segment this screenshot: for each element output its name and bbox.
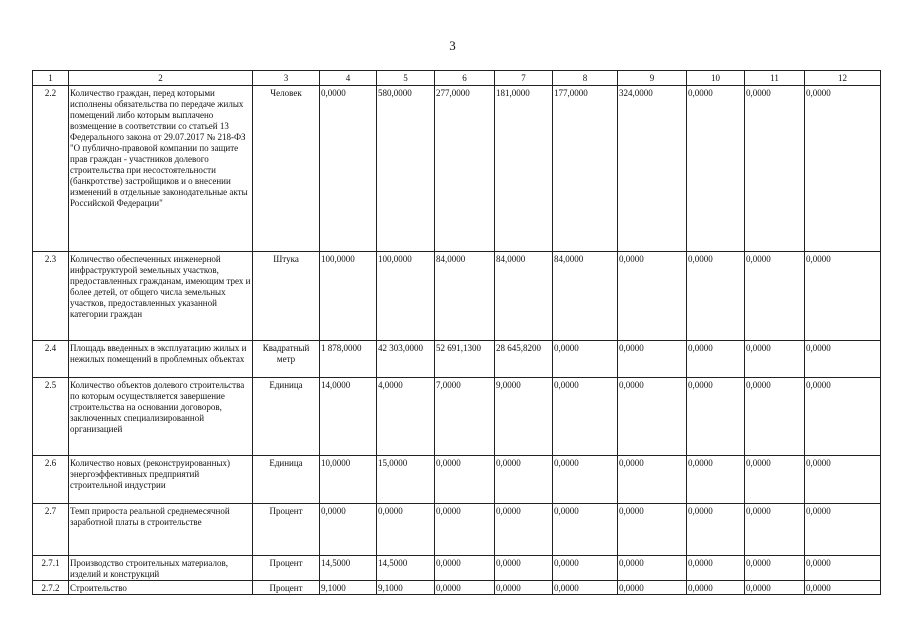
- value-cell: 7,0000: [435, 378, 495, 456]
- value-cell: 0,0000: [618, 556, 687, 581]
- column-header: 11: [745, 71, 805, 86]
- value-cell: 0,0000: [435, 556, 495, 581]
- value-cell: 9,1000: [320, 581, 377, 595]
- value-cell: 42 303,0000: [377, 341, 435, 378]
- value-cell: 0,0000: [320, 86, 377, 252]
- column-header: 4: [320, 71, 377, 86]
- row-number-cell: 2.6: [33, 456, 69, 504]
- table-row: [33, 456, 881, 504]
- value-cell: 0,0000: [805, 86, 881, 252]
- value-cell: 52 691,1300: [435, 341, 495, 378]
- value-cell: 15,0000: [377, 456, 435, 504]
- indicator-name-cell: Темп прироста реальной среднемесячной заработной платы в строительстве: [69, 504, 253, 556]
- table-row: [33, 86, 881, 252]
- table-row: [33, 504, 881, 556]
- value-cell: 0,0000: [618, 378, 687, 456]
- value-cell: 84,0000: [435, 252, 495, 341]
- unit-cell: Человек: [253, 86, 320, 252]
- value-cell: 0,0000: [805, 252, 881, 341]
- value-cell: 10,0000: [320, 456, 377, 504]
- value-cell: 14,0000: [320, 378, 377, 456]
- unit-cell: Единица: [253, 378, 320, 456]
- unit-cell: Процент: [253, 581, 320, 595]
- value-cell: 0,0000: [435, 504, 495, 556]
- unit-cell: Квадратный метр: [253, 341, 320, 378]
- value-cell: 0,0000: [435, 581, 495, 595]
- value-cell: 177,0000: [553, 86, 618, 252]
- indicator-name-cell: Производство строительных материалов, изделий и конструкций: [69, 556, 253, 581]
- value-cell: 0,0000: [435, 456, 495, 504]
- value-cell: 9,1000: [377, 581, 435, 595]
- value-cell: 0,0000: [745, 86, 805, 252]
- indicator-name-cell: Количество новых (реконструированных) энергоэффективных предприятий строительной индустрии: [69, 456, 253, 504]
- value-cell: 0,0000: [687, 556, 745, 581]
- indicator-name-cell: Строительство: [69, 581, 253, 595]
- unit-cell: Единица: [253, 456, 320, 504]
- value-cell: 0,0000: [805, 504, 881, 556]
- indicator-name-cell: Количество граждан, перед которыми исполнены обязательства по передаче жилых помещений либо которым выплачено возмещение в соответствии со статьей 13 Федерального закона от 29.07.2017 № 218-ФЗ "О публично-правовой компании по защите прав граждан - участников долевого строительства при несостоятельности (банкротстве) застройщиков и о внесении изменений в отдельные законодательные акты Российской Федерации": [69, 86, 253, 252]
- row-number-cell: 2.5: [33, 378, 69, 456]
- value-cell: 0,0000: [618, 456, 687, 504]
- page-number: 3: [449, 38, 456, 53]
- value-cell: 0,0000: [687, 252, 745, 341]
- value-cell: 0,0000: [618, 504, 687, 556]
- value-cell: 28 645,8200: [495, 341, 553, 378]
- value-cell: 0,0000: [553, 581, 618, 595]
- column-header: 10: [687, 71, 745, 86]
- value-cell: 0,0000: [618, 581, 687, 595]
- unit-cell: Процент: [253, 504, 320, 556]
- unit-cell: Штука: [253, 252, 320, 341]
- value-cell: 0,0000: [553, 556, 618, 581]
- value-cell: 0,0000: [745, 556, 805, 581]
- value-cell: 0,0000: [745, 252, 805, 341]
- table-row: [33, 556, 881, 581]
- value-cell: 0,0000: [553, 341, 618, 378]
- value-cell: 0,0000: [687, 581, 745, 595]
- value-cell: 277,0000: [435, 86, 495, 252]
- column-header: 8: [553, 71, 618, 86]
- value-cell: 0,0000: [805, 378, 881, 456]
- value-cell: 100,0000: [377, 252, 435, 341]
- value-cell: 84,0000: [553, 252, 618, 341]
- indicator-name-cell: Количество обеспеченных инженерной инфраструктурой земельных участков, предоставленных гражданам, имеющим трех и более детей, от общего числа земельных участков, предоставленных указанной категории граждан: [69, 252, 253, 341]
- value-cell: 0,0000: [495, 556, 553, 581]
- column-header: 1: [33, 71, 69, 86]
- value-cell: 0,0000: [687, 341, 745, 378]
- column-header: 5: [377, 71, 435, 86]
- value-cell: 0,0000: [805, 456, 881, 504]
- header-row: [33, 71, 881, 86]
- value-cell: 100,0000: [320, 252, 377, 341]
- unit-cell: Процент: [253, 556, 320, 581]
- value-cell: 0,0000: [495, 581, 553, 595]
- value-cell: 0,0000: [687, 378, 745, 456]
- row-number-cell: 2.2: [33, 86, 69, 252]
- row-number-cell: 2.7.2: [33, 581, 69, 595]
- column-header: 2: [69, 71, 253, 86]
- table-row: [33, 252, 881, 341]
- value-cell: 0,0000: [745, 378, 805, 456]
- value-cell: 580,0000: [377, 86, 435, 252]
- value-cell: 0,0000: [377, 504, 435, 556]
- value-cell: 14,5000: [320, 556, 377, 581]
- row-number-cell: 2.4: [33, 341, 69, 378]
- value-cell: 0,0000: [495, 504, 553, 556]
- table-row: [33, 341, 881, 378]
- value-cell: 0,0000: [618, 252, 687, 341]
- value-cell: 1 878,0000: [320, 341, 377, 378]
- table-row: [33, 581, 881, 595]
- indicators-table: [32, 70, 881, 595]
- value-cell: 324,0000: [618, 86, 687, 252]
- value-cell: 0,0000: [553, 504, 618, 556]
- value-cell: 0,0000: [805, 556, 881, 581]
- value-cell: 0,0000: [745, 581, 805, 595]
- column-header: 6: [435, 71, 495, 86]
- column-header: 9: [618, 71, 687, 86]
- value-cell: 9,0000: [495, 378, 553, 456]
- table-row: [33, 378, 881, 456]
- value-cell: 0,0000: [687, 86, 745, 252]
- value-cell: 0,0000: [320, 504, 377, 556]
- value-cell: 0,0000: [553, 456, 618, 504]
- value-cell: 0,0000: [745, 456, 805, 504]
- value-cell: 0,0000: [495, 456, 553, 504]
- row-number-cell: 2.7.1: [33, 556, 69, 581]
- indicator-name-cell: Количество объектов долевого строительства по которым осуществляется завершение строительства на основании договоров, заключенных специализированной организацией: [69, 378, 253, 456]
- value-cell: 0,0000: [553, 378, 618, 456]
- value-cell: 181,0000: [495, 86, 553, 252]
- value-cell: 0,0000: [687, 504, 745, 556]
- value-cell: 0,0000: [805, 341, 881, 378]
- value-cell: 0,0000: [745, 341, 805, 378]
- value-cell: 0,0000: [745, 504, 805, 556]
- value-cell: 0,0000: [618, 341, 687, 378]
- column-header: 7: [495, 71, 553, 86]
- value-cell: 0,0000: [805, 581, 881, 595]
- column-header: 3: [253, 71, 320, 86]
- row-number-cell: 2.3: [33, 252, 69, 341]
- value-cell: 0,0000: [687, 456, 745, 504]
- column-header: 12: [805, 71, 881, 86]
- indicator-name-cell: Площадь введенных в эксплуатацию жилых и нежилых помещений в проблемных объектах: [69, 341, 253, 378]
- value-cell: 84,0000: [495, 252, 553, 341]
- value-cell: 14,5000: [377, 556, 435, 581]
- row-number-cell: 2.7: [33, 504, 69, 556]
- value-cell: 4,0000: [377, 378, 435, 456]
